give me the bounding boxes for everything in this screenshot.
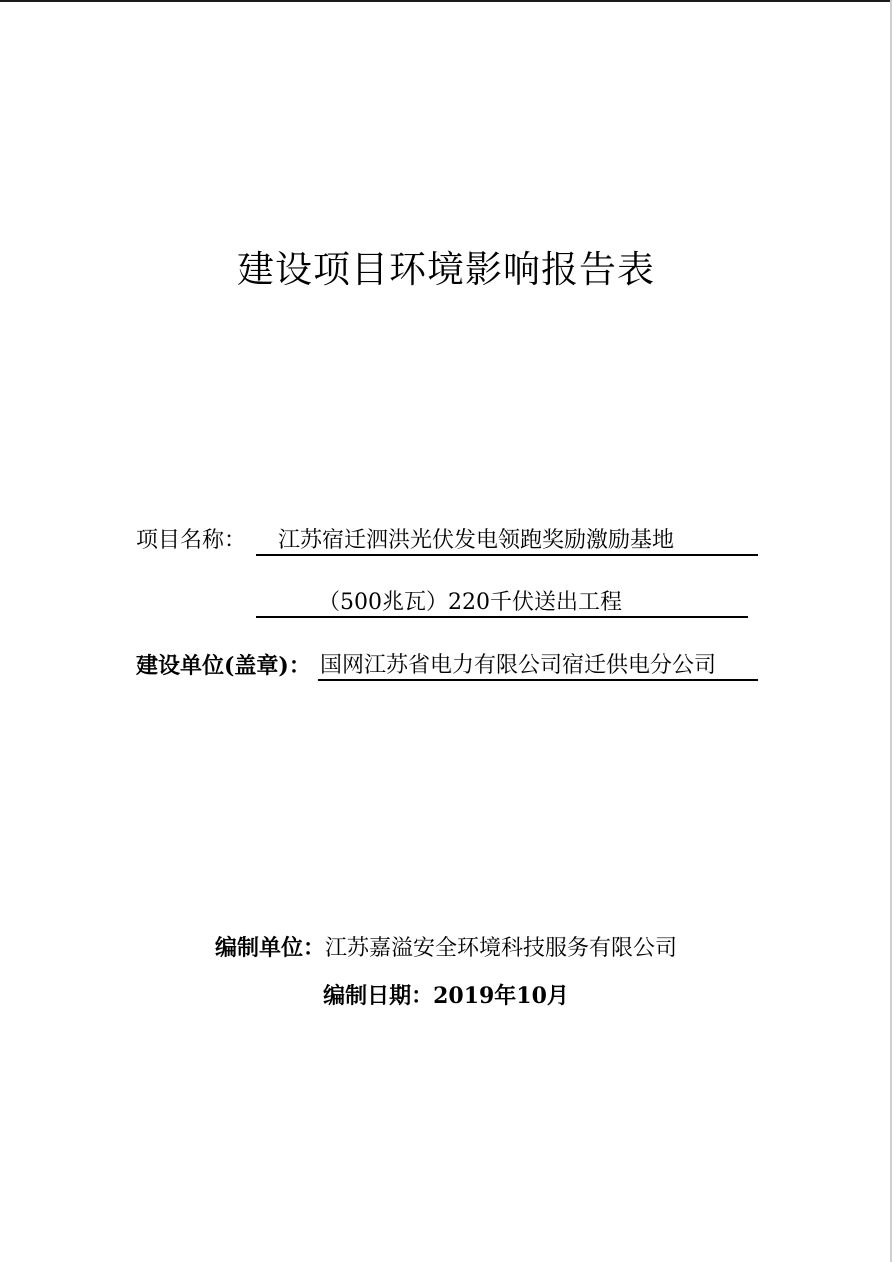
project-name-label: 项目名称： — [136, 528, 247, 553]
project-name-line2: （500兆瓦）220千伏送出工程 — [318, 590, 622, 615]
compiling-date-label: 编制日期： — [323, 983, 434, 1009]
construction-unit-value: 国网江苏省电力有限公司宿迁供电分公司 — [320, 653, 717, 678]
compiling-unit-line — [0, 933, 892, 964]
construction-unit-label: 建设单位(盖章)： — [136, 653, 311, 679]
compiling-date-value: 2019年10月 — [433, 983, 569, 1009]
project-name-underline-2 — [256, 616, 748, 618]
top-border-line — [0, 0, 892, 2]
project-name-underline-1 — [256, 554, 758, 556]
construction-unit-underline — [318, 679, 758, 681]
compiling-date-line — [0, 981, 892, 1012]
compiling-unit-value: 江苏嘉溢安全环境科技服务有限公司 — [325, 936, 678, 961]
document-title: 建设项目环境影响报告表 — [237, 248, 655, 291]
project-name-line1: 江苏宿迁泗洪光伏发电领跑奖励激励基地 — [278, 528, 675, 553]
compiling-unit-label: 编制单位： — [214, 935, 325, 961]
